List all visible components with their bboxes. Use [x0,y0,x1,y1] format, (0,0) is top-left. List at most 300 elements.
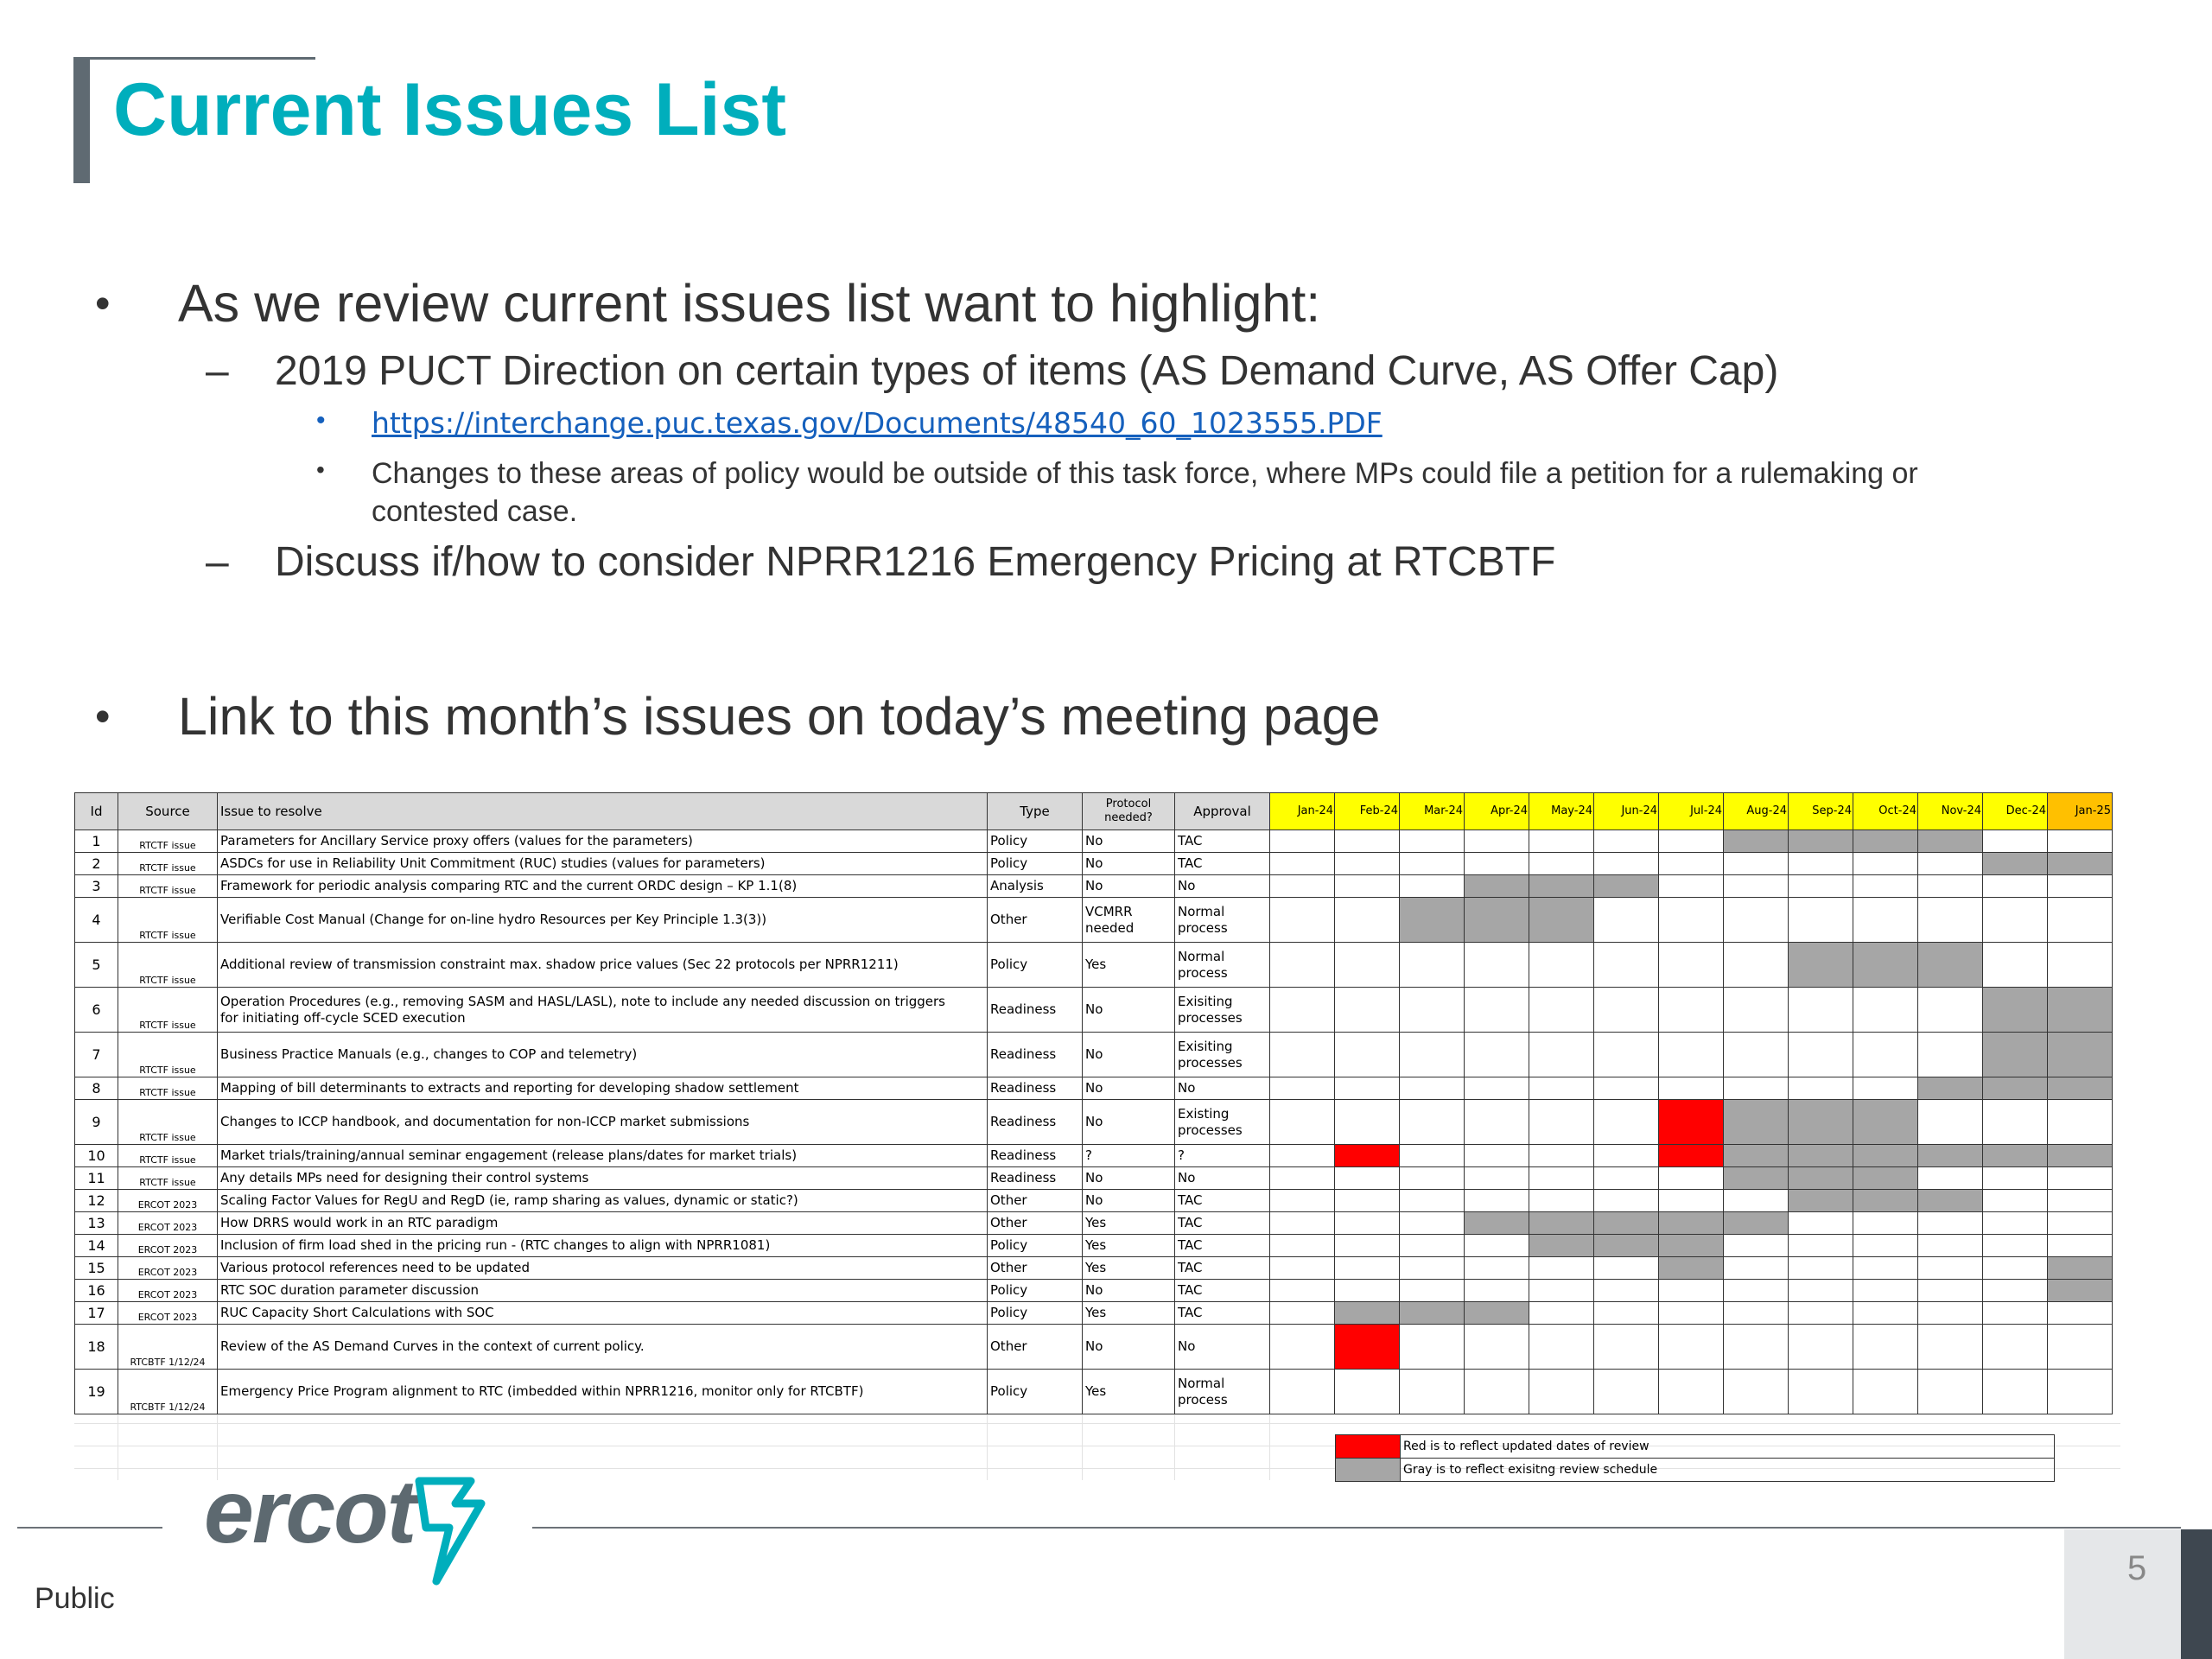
cell-id: 1 [75,830,118,853]
sub-sub-bullet-link [316,406,1382,440]
issue-text: Various protocol references need to be updated [220,1260,531,1276]
schedule-cell [1853,1325,1918,1370]
header-issue: Issue to resolve [218,793,988,830]
cell-type: Policy [988,853,1083,875]
schedule-cell [1918,1100,1983,1145]
schedule-cell [1659,1235,1724,1257]
schedule-cell [1594,1212,1659,1235]
schedule-cell [1853,875,1918,898]
cell-protocol: Yes [1083,1212,1175,1235]
schedule-cell [1529,898,1594,943]
cell-issue [218,1302,988,1325]
schedule-cell [1465,1257,1529,1280]
cell-protocol: No [1083,1280,1175,1302]
schedule-cell [1659,943,1724,988]
schedule-cell [1400,853,1465,875]
cell-source: RTCTF issue [118,1167,218,1190]
cell-issue [218,1280,988,1302]
schedule-cell [1400,1212,1465,1235]
schedule-cell [1918,1325,1983,1370]
schedule-cell [1270,1167,1335,1190]
schedule-cell [1853,1145,1918,1167]
table-row [75,1033,2113,1077]
cell-type: Readiness [988,1100,1083,1145]
schedule-cell [1983,943,2048,988]
cell-id: 12 [75,1190,118,1212]
cell-protocol: No [1083,1167,1175,1190]
bullet-review-issues: • As we review current issues list want to highlight: [95,274,1321,333]
schedule-cell [1659,898,1724,943]
schedule-cell [1983,1257,2048,1280]
schedule-cell [1983,1325,2048,1370]
cell-approval: TAC [1175,1302,1270,1325]
schedule-cell [1918,1280,1983,1302]
schedule-cell [1465,1077,1529,1100]
schedule-cell [2048,1280,2113,1302]
schedule-cell [1918,1167,1983,1190]
cell-type: Other [988,1257,1083,1280]
schedule-cell [1983,1370,2048,1414]
cell-source: RTCTF issue [118,988,218,1033]
schedule-cell [1659,988,1724,1033]
cell-id: 13 [75,1212,118,1235]
table-row [75,830,2113,853]
schedule-cell [1529,1325,1594,1370]
schedule-cell [1270,1077,1335,1100]
cell-approval: Normal process [1175,943,1270,988]
table-row [75,1235,2113,1257]
schedule-cell [1465,1325,1529,1370]
page-number-box [2064,1529,2181,1659]
schedule-cell [1270,988,1335,1033]
schedule-cell [2048,1257,2113,1280]
schedule-cell [1335,1257,1400,1280]
cell-id: 15 [75,1257,118,1280]
schedule-cell [1789,988,1853,1033]
issue-text: Changes to ICCP handbook, and documentation for non-ICCP market submissions [220,1114,750,1130]
header-source: Source [118,793,218,830]
schedule-cell [1335,1190,1400,1212]
header-month: Jun-24 [1594,793,1659,830]
schedule-cell [2048,943,2113,988]
cell-issue [218,1212,988,1235]
schedule-cell [1789,898,1853,943]
schedule-cell [1983,898,2048,943]
schedule-cell [1724,830,1789,853]
schedule-cell [1659,1325,1724,1370]
schedule-cell [1270,1302,1335,1325]
schedule-cell [2048,1167,2113,1190]
cell-id: 14 [75,1235,118,1257]
schedule-cell [1270,830,1335,853]
issue-text: Any details MPs need for designing their control systems [220,1170,589,1186]
schedule-cell [1983,1100,2048,1145]
schedule-cell [1983,1167,2048,1190]
table-row [75,1212,2113,1235]
schedule-cell [1529,1077,1594,1100]
schedule-cell [1724,1033,1789,1077]
schedule-cell [1659,1302,1724,1325]
schedule-cell [1918,875,1983,898]
schedule-cell [1594,1033,1659,1077]
schedule-cell [1789,830,1853,853]
header-approval: Approval [1175,793,1270,830]
table-row [75,1257,2113,1280]
schedule-cell [1465,1302,1529,1325]
table-header-row [75,793,2113,830]
cell-issue [218,1145,988,1167]
cell-issue [218,1167,988,1190]
cell-approval: No [1175,875,1270,898]
cell-source: ERCOT 2023 [118,1257,218,1280]
issue-text: RUC Capacity Short Calculations with SOC [220,1305,494,1321]
schedule-cell [1724,1190,1789,1212]
cell-protocol: Yes [1083,1257,1175,1280]
schedule-cell [1789,943,1853,988]
cell-source: RTCTF issue [118,1077,218,1100]
schedule-cell [1724,1325,1789,1370]
schedule-cell [1789,1212,1853,1235]
schedule-cell [1659,830,1724,853]
schedule-cell [1918,1145,1983,1167]
table-row [75,1077,2113,1100]
cell-protocol: Yes [1083,1302,1175,1325]
schedule-cell [1853,1167,1918,1190]
header-month: Jan-25 [2048,793,2113,830]
schedule-cell [1335,1235,1400,1257]
cell-approval: No [1175,1077,1270,1100]
cell-approval: No [1175,1167,1270,1190]
schedule-cell [1465,898,1529,943]
schedule-cell [1465,1167,1529,1190]
schedule-cell [1853,1280,1918,1302]
schedule-cell [2048,1190,2113,1212]
schedule-cell [1270,1257,1335,1280]
issue-text: Additional review of transmission constraint max. shadow price values (Sec 22 protocols per NPRR1211) [220,957,899,973]
schedule-cell [1270,1325,1335,1370]
schedule-cell [1789,1033,1853,1077]
schedule-cell [2048,1077,2113,1100]
schedule-cell [1853,1033,1918,1077]
schedule-cell [2048,898,2113,943]
cell-approval: TAC [1175,853,1270,875]
schedule-cell [1983,1235,2048,1257]
header-month: Nov-24 [1918,793,1983,830]
schedule-cell [1853,1100,1918,1145]
cell-id: 4 [75,898,118,943]
bullet-marker: • [95,692,111,741]
schedule-cell [1335,1280,1400,1302]
schedule-cell [1853,1190,1918,1212]
schedule-cell [1465,1190,1529,1212]
cell-issue [218,1190,988,1212]
schedule-cell [1724,1302,1789,1325]
issue-text: Emergency Price Program alignment to RTC (imbedded within NPRR1216, monitor only for RTCBTF) [220,1383,864,1400]
cell-protocol: No [1083,830,1175,853]
schedule-cell [1270,853,1335,875]
schedule-cell [1400,898,1465,943]
cell-approval: Existing processes [1175,1100,1270,1145]
cell-type: Policy [988,1302,1083,1325]
schedule-cell [2048,853,2113,875]
cell-protocol: Yes [1083,1370,1175,1414]
schedule-cell [1724,875,1789,898]
issue-text: RTC SOC duration parameter discussion [220,1282,480,1299]
dash-marker: – [206,348,229,394]
schedule-cell [1335,1370,1400,1414]
schedule-cell [1529,1370,1594,1414]
cell-issue [218,943,988,988]
schedule-cell [1335,1167,1400,1190]
cell-type: Policy [988,943,1083,988]
issue-text: Review of the AS Demand Curves in the context of current policy. [220,1338,645,1355]
schedule-cell [1529,1033,1594,1077]
cell-approval: TAC [1175,1280,1270,1302]
schedule-cell [1724,853,1789,875]
schedule-cell [1270,1370,1335,1414]
schedule-cell [1659,1212,1724,1235]
schedule-cell [1594,1325,1659,1370]
page-number: 5 [2127,1549,2147,1587]
schedule-cell [1594,1100,1659,1145]
cell-protocol: ? [1083,1145,1175,1167]
cell-id: 6 [75,988,118,1033]
cell-issue [218,898,988,943]
schedule-cell [2048,1145,2113,1167]
issue-text: Market trials/training/annual seminar engagement (release plans/dates for market trials) [220,1147,798,1164]
schedule-cell [1918,1302,1983,1325]
table-row [75,1167,2113,1190]
schedule-cell [1270,1280,1335,1302]
schedule-cell [1983,1077,2048,1100]
cell-protocol: No [1083,1325,1175,1370]
table-row [75,1280,2113,1302]
header-month: May-24 [1529,793,1594,830]
cell-type: Policy [988,830,1083,853]
cell-protocol: No [1083,1100,1175,1145]
schedule-cell [1983,1033,2048,1077]
schedule-cell [1789,1190,1853,1212]
schedule-cell [1983,988,2048,1033]
schedule-cell [1659,1370,1724,1414]
cell-id: 7 [75,1033,118,1077]
schedule-cell [1335,898,1400,943]
legend-red-swatch [1336,1435,1401,1458]
cell-approval: TAC [1175,1257,1270,1280]
cell-approval: Normal process [1175,1370,1270,1414]
schedule-cell [1789,1302,1853,1325]
table-row [75,1145,2113,1167]
schedule-cell [1335,1145,1400,1167]
schedule-cell [1400,988,1465,1033]
schedule-cell [1659,1167,1724,1190]
cell-issue [218,1033,988,1077]
schedule-cell [1983,1280,2048,1302]
cell-source: RTCTF issue [118,875,218,898]
cell-source: RTCTF issue [118,1100,218,1145]
cell-issue [218,830,988,853]
schedule-cell [1918,1370,1983,1414]
schedule-cell [1335,1325,1400,1370]
cell-id: 9 [75,1100,118,1145]
schedule-cell [1335,1100,1400,1145]
cell-issue [218,875,988,898]
schedule-cell [1594,1235,1659,1257]
schedule-cell [1529,1302,1594,1325]
cell-source: RTCTF issue [118,1033,218,1077]
cell-type: Other [988,1190,1083,1212]
header-month: Sep-24 [1789,793,1853,830]
table-row [75,988,2113,1033]
schedule-cell [1335,1033,1400,1077]
schedule-cell [1983,1302,2048,1325]
header-id: Id [75,793,118,830]
cell-issue [218,988,988,1033]
cell-source: RTCTF issue [118,853,218,875]
table-row [75,1100,2113,1145]
slide-title: Current Issues List [113,68,786,151]
cell-type: Readiness [988,988,1083,1033]
schedule-cell [1465,988,1529,1033]
sub-bullet-puct-direction: – 2019 PUCT Direction on certain types of items (AS Demand Curve, AS Offer Cap) [206,348,1779,394]
cell-id: 10 [75,1145,118,1167]
schedule-cell [1789,1077,1853,1100]
cell-type: Policy [988,1235,1083,1257]
schedule-cell [1270,1190,1335,1212]
schedule-cell [1529,1235,1594,1257]
schedule-cell [1400,875,1465,898]
schedule-cell [1270,898,1335,943]
schedule-cell [1594,898,1659,943]
cell-type: Readiness [988,1167,1083,1190]
schedule-cell [1270,943,1335,988]
header-month: Feb-24 [1335,793,1400,830]
schedule-cell [1918,1033,1983,1077]
schedule-cell [1983,830,2048,853]
schedule-cell [1465,853,1529,875]
cell-issue [218,1370,988,1414]
cell-source: RTCTF issue [118,830,218,853]
issue-text: Business Practice Manuals (e.g., changes to COP and telemetry) [220,1046,638,1063]
schedule-cell [1335,1302,1400,1325]
schedule-cell [1983,853,2048,875]
schedule-cell [1400,1235,1465,1257]
cell-id: 16 [75,1280,118,1302]
schedule-cell [2048,1212,2113,1235]
title-accent-bar [73,57,90,183]
table-row [75,1302,2113,1325]
schedule-cell [1789,1370,1853,1414]
legend-red-text: Red is to reflect updated dates of review [1403,1440,1649,1453]
ercot-logo-icon [402,1474,488,1586]
schedule-cell [1789,1257,1853,1280]
cell-approval: Normal process [1175,898,1270,943]
schedule-cell [1724,1077,1789,1100]
schedule-cell [1594,1167,1659,1190]
schedule-cell [1465,1100,1529,1145]
schedule-cell [1853,853,1918,875]
cell-issue [218,1100,988,1145]
schedule-cell [1659,875,1724,898]
schedule-cell [1853,898,1918,943]
table-row [75,1370,2113,1414]
schedule-cell [1918,1257,1983,1280]
schedule-cell [1918,853,1983,875]
cell-type: Policy [988,1370,1083,1414]
cell-source: ERCOT 2023 [118,1280,218,1302]
cell-protocol: No [1083,1190,1175,1212]
page-accent-bar [2181,1529,2212,1659]
schedule-cell [1335,1212,1400,1235]
schedule-cell [1918,898,1983,943]
schedule-cell [1594,943,1659,988]
schedule-cell [1465,1280,1529,1302]
cell-source: ERCOT 2023 [118,1190,218,1212]
legend-gray-swatch [1336,1459,1401,1481]
schedule-cell [1270,1212,1335,1235]
schedule-cell [1400,1280,1465,1302]
schedule-cell [1659,1280,1724,1302]
issue-text: Framework for periodic analysis comparing RTC and the current ORDC design – KP 1.1(8) [220,878,798,894]
cell-issue [218,1235,988,1257]
schedule-cell [1465,1235,1529,1257]
schedule-cell [1983,1212,2048,1235]
schedule-cell [1529,1190,1594,1212]
issue-text: Parameters for Ancillary Service proxy offers (values for the parameters) [220,833,693,849]
schedule-cell [1918,943,1983,988]
header-month: Jan-24 [1270,793,1335,830]
issues-table [74,792,2113,1414]
cell-issue [218,853,988,875]
schedule-cell [1724,1100,1789,1145]
header-month: Aug-24 [1724,793,1789,830]
schedule-cell [1335,943,1400,988]
schedule-cell [1594,988,1659,1033]
legend-gray-text: Gray is to reflect exisitng review schedule [1403,1463,1658,1477]
cell-source: RTCBTF 1/12/24 [118,1325,218,1370]
schedule-cell [1465,875,1529,898]
puct-document-link[interactable]: https://interchange.puc.texas.gov/Documents/48540_60_1023555.PDF [372,406,1382,440]
schedule-cell [1853,1212,1918,1235]
cell-id: 17 [75,1302,118,1325]
schedule-cell [1400,830,1465,853]
schedule-cell [1594,1190,1659,1212]
sub-sub-bullet-policy-changes: • Changes to these areas of policy would be outside of this task force, where MPs could file a petition for a rulemaking or contested case. [316,456,1918,529]
header-type: Type [988,793,1083,830]
schedule-cell [1918,1235,1983,1257]
schedule-cell [1983,1190,2048,1212]
cell-source: RTCTF issue [118,943,218,988]
schedule-cell [1594,875,1659,898]
header-month: Dec-24 [1983,793,2048,830]
schedule-cell [1853,1370,1918,1414]
schedule-cell [1465,1370,1529,1414]
cell-protocol: Yes [1083,943,1175,988]
table-row [75,1190,2113,1212]
cell-id: 8 [75,1077,118,1100]
schedule-cell [1659,1077,1724,1100]
schedule-cell [2048,1325,2113,1370]
schedule-cell [1400,943,1465,988]
schedule-cell [1400,1302,1465,1325]
bullet-marker: • [95,279,111,327]
cell-issue [218,1257,988,1280]
header-month: Oct-24 [1853,793,1918,830]
classification-label: Public [35,1582,115,1615]
issue-text: How DRRS would work in an RTC paradigm [220,1215,499,1231]
schedule-cell [1594,1370,1659,1414]
schedule-cell [2048,1302,2113,1325]
